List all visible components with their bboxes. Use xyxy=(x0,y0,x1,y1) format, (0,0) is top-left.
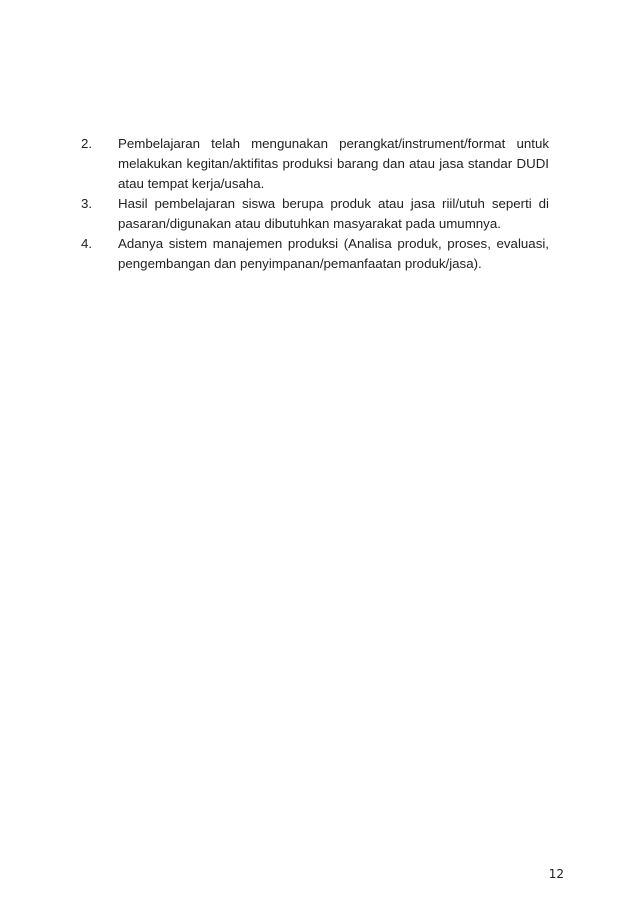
numbered-list xyxy=(81,134,549,274)
list-item-text: Hasil pembelajaran siswa berupa produk atau jasa riil/utuh seperti di pasaran/digunakan atau dibutuhkan masyarakat pada umumnya. xyxy=(118,196,549,231)
list-item-number: 3. xyxy=(81,196,93,211)
list-item xyxy=(81,234,549,274)
list-item-text: Pembelajaran telah mengunakan perangkat/instrument/format untuk melakukan kegitan/aktifitas produksi barang dan atau jasa standar DUDI atau tempat kerja/usaha. xyxy=(118,136,549,191)
list-item-number: 2. xyxy=(81,136,93,151)
list-item xyxy=(81,194,549,234)
list-item xyxy=(81,134,549,194)
page-number: 12 xyxy=(548,867,564,881)
list-item-text: Adanya sistem manajemen produksi (Analisa produk, proses, evaluasi, pengembangan dan penyimpanan/pemanfaatan produk/jasa). xyxy=(118,236,549,271)
list-item-number: 4. xyxy=(81,236,93,251)
